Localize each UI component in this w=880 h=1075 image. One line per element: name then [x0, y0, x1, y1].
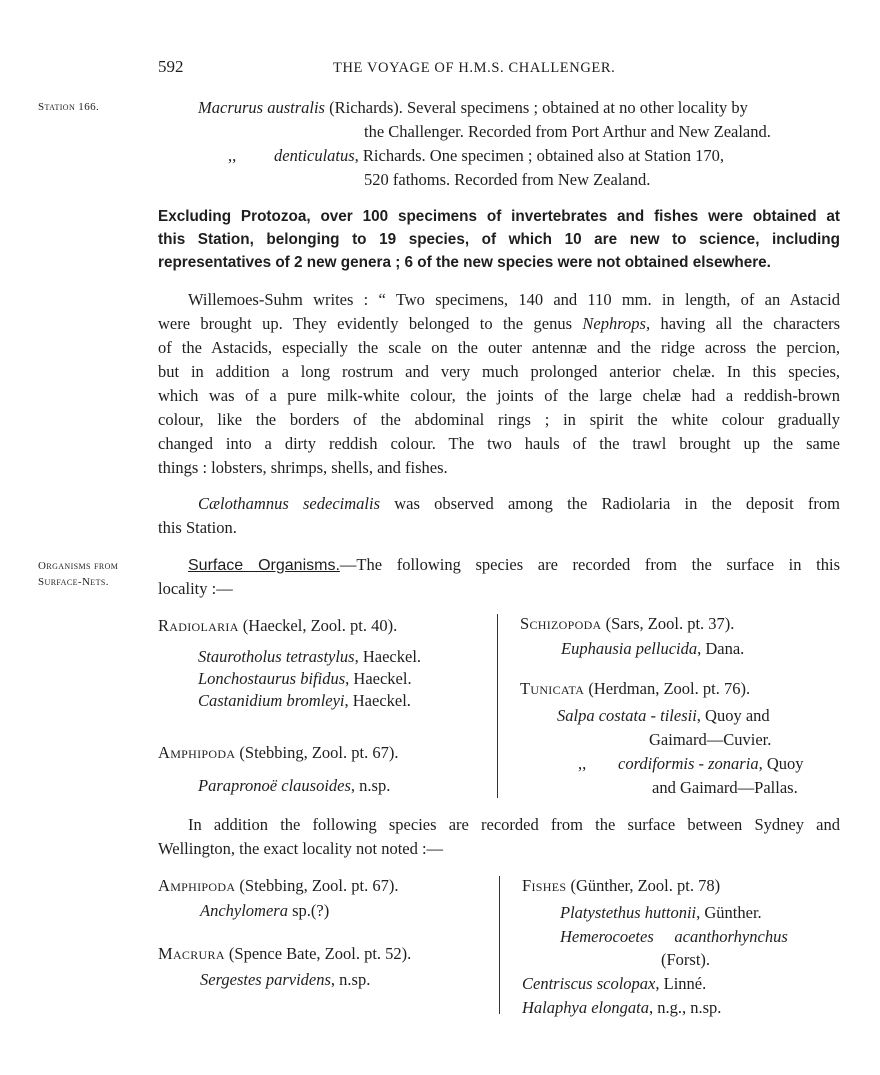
text: were brought up. They evidently belonged to the genus — [158, 314, 583, 333]
text: (Herdman, Zool. pt. 76). — [584, 679, 751, 698]
margin-note-organisms: Organisms from — [38, 560, 119, 572]
coelothamnus-line-1 — [198, 492, 840, 516]
macrurus-line-4: 520 fathoms. Recorded from New Zealand. — [364, 170, 651, 189]
radiolaria-species-1 — [198, 645, 421, 669]
tunicata-species-1-author: Gaimard—Cuvier. — [649, 730, 772, 749]
page-number: 592 — [158, 57, 184, 76]
macrurus-denticulatus-line — [228, 144, 724, 168]
author: , Dana. — [697, 639, 745, 658]
surface-line-2: locality :— — [158, 579, 233, 598]
genus-name: Nephrops, — [582, 314, 651, 333]
amphipoda-species-2 — [200, 899, 329, 923]
species-name: Salpa costata - tilesii — [557, 706, 697, 725]
species-name: Staurotholus tetrastylus — [198, 647, 355, 666]
running-head: THE VOYAGE OF H.M.S. CHALLENGER. — [333, 60, 616, 76]
author: , Quoy — [758, 754, 804, 773]
surface-line-1 — [188, 553, 840, 578]
species-name: Cælothamnus sedecimalis — [198, 494, 380, 513]
fish-species-1 — [560, 901, 762, 925]
macrurus-line-2: the Challenger. Recorded from Port Arthur and New Zealand. — [364, 122, 771, 141]
author: , n.sp. — [330, 970, 371, 989]
tunicata-species-2 — [578, 752, 804, 776]
amphipoda-species — [198, 774, 390, 798]
species-name: Sergestes parvidens — [200, 970, 331, 989]
between-line-1: In addition the following species are recorded from the surface between Sydney and — [188, 815, 840, 834]
amphipoda-heading-2 — [158, 874, 398, 898]
text: (Spence Bate, Zool. pt. 52). — [224, 944, 412, 963]
species-name: Platystethus huttonii — [560, 903, 697, 922]
ditto-mark: ,, — [228, 146, 237, 165]
group-name: Macrura — [158, 944, 225, 963]
column-divider — [497, 614, 498, 798]
species-name: Lonchostaurus bifidus — [198, 669, 346, 688]
macrura-heading — [158, 942, 411, 966]
text: (Stebbing, Zool. pt. 67). — [235, 743, 399, 762]
group-name: Amphipoda — [158, 876, 236, 895]
fishes-heading — [522, 874, 720, 898]
summary-line-1: Excluding Protozoa, over 100 specimens of invertebrates and fishes were obtained at — [158, 208, 840, 225]
column-divider-2 — [499, 876, 500, 1014]
fish-species-3 — [522, 972, 706, 996]
willemoes-line-3: of the Astacids, especially the scale on the outer antennæ and the ridge across the percion, — [158, 338, 840, 357]
text: —The following species are recorded from the surface in this — [339, 555, 840, 574]
willemoes-line-4: but in addition a long rostrum and very much prolonged anterior chelæ. In this species, — [158, 362, 840, 381]
author: , Günther. — [696, 903, 762, 922]
radiolaria-species-3 — [198, 689, 411, 713]
group-name: Fishes — [522, 876, 567, 895]
text: (Sars, Zool. pt. 37). — [601, 614, 735, 633]
author: , n.sp. — [350, 776, 391, 795]
species-name: Anchylomera — [200, 901, 288, 920]
text: (Richards). Several specimens ; obtained at no other locality by — [324, 98, 748, 117]
tunicata-heading — [520, 677, 750, 701]
text: (Günther, Zool. pt. 78) — [566, 876, 721, 895]
surface-heading: Surface Organisms. — [188, 557, 340, 574]
willemoes-line-1: Willemoes-Suhm writes : “ Two specimens, 140 and 110 mm. in length, of an Astacid — [188, 290, 840, 309]
species-name: denticulatus — [274, 146, 355, 165]
fish-species-2-author: (Forst). — [661, 950, 711, 969]
species-name: Macrurus australis — [198, 98, 325, 117]
ditto-mark: ,, — [578, 754, 587, 773]
willemoes-line-8: things : lobsters, shrimps, shells, and fishes. — [158, 458, 448, 477]
fish-species-2 — [560, 925, 788, 949]
group-name: Amphipoda — [158, 743, 236, 762]
margin-note-surface-nets: Surface-Nets. — [38, 576, 109, 588]
author: , n.g., n.sp. — [648, 998, 722, 1017]
summary-line-3: representatives of 2 new genera ; 6 of the new species were not obtained elsewhere. — [158, 254, 771, 271]
species-name: Halaphya elongata — [522, 998, 649, 1017]
margin-note-station: Station 166. — [38, 101, 100, 113]
author: , Linné. — [655, 974, 707, 993]
schizopoda-species — [561, 637, 744, 661]
species-name: Centriscus scolopax — [522, 974, 656, 993]
author: , Quoy and — [696, 706, 770, 725]
fish-species-4 — [522, 996, 721, 1020]
author: , Haeckel. — [345, 669, 412, 688]
amphipoda-heading — [158, 741, 398, 765]
text: having all the characters — [650, 314, 841, 333]
text: (Haeckel, Zool. pt. 40). — [238, 616, 398, 635]
text: (Stebbing, Zool. pt. 67). — [235, 876, 399, 895]
species-name: Castanidium bromleyi — [198, 691, 345, 710]
willemoes-line-2 — [158, 312, 840, 336]
radiolaria-heading — [158, 614, 397, 638]
species-name: Euphausia pellucida — [561, 639, 698, 658]
radiolaria-species-2 — [198, 667, 412, 691]
schizopoda-heading — [520, 612, 734, 636]
author: , Haeckel. — [344, 691, 411, 710]
author: , Haeckel. — [354, 647, 422, 666]
macrurus-australis-line — [198, 96, 748, 120]
group-name: Radiolaria — [158, 616, 239, 635]
text: sp.(?) — [287, 901, 330, 920]
species-name: Hemerocoetes acanthorhynchus — [560, 927, 788, 946]
text: , Richards. One specimen ; obtained also at Station 170, — [354, 146, 724, 165]
willemoes-line-5: which was of a pure milk-white colour, the joints of the large chelæ had a reddish-brown — [158, 386, 840, 405]
willemoes-line-6: colour, like the borders of the abdominal rings ; in spirit the white colour gradually — [158, 410, 840, 429]
tunicata-species-1 — [557, 704, 770, 728]
text: was observed among the Radiolaria in the deposit from — [380, 494, 840, 513]
macrura-species — [200, 968, 370, 992]
summary-line-2: this Station, belonging to 19 species, of which 10 are new to science, including — [158, 231, 840, 248]
tunicata-species-2-author: and Gaimard—Pallas. — [652, 778, 798, 797]
group-name: Tunicata — [520, 679, 585, 698]
coelothamnus-line-2: this Station. — [158, 518, 237, 537]
willemoes-line-7: changed into a dirty reddish colour. The two hauls of the trawl brought up the same — [158, 434, 840, 453]
between-line-2: Wellington, the exact locality not noted :— — [158, 839, 444, 858]
species-name: Parapronoë clausoides — [198, 776, 351, 795]
species-name: cordiformis - zonaria — [618, 754, 759, 773]
group-name: Schizopoda — [520, 614, 602, 633]
